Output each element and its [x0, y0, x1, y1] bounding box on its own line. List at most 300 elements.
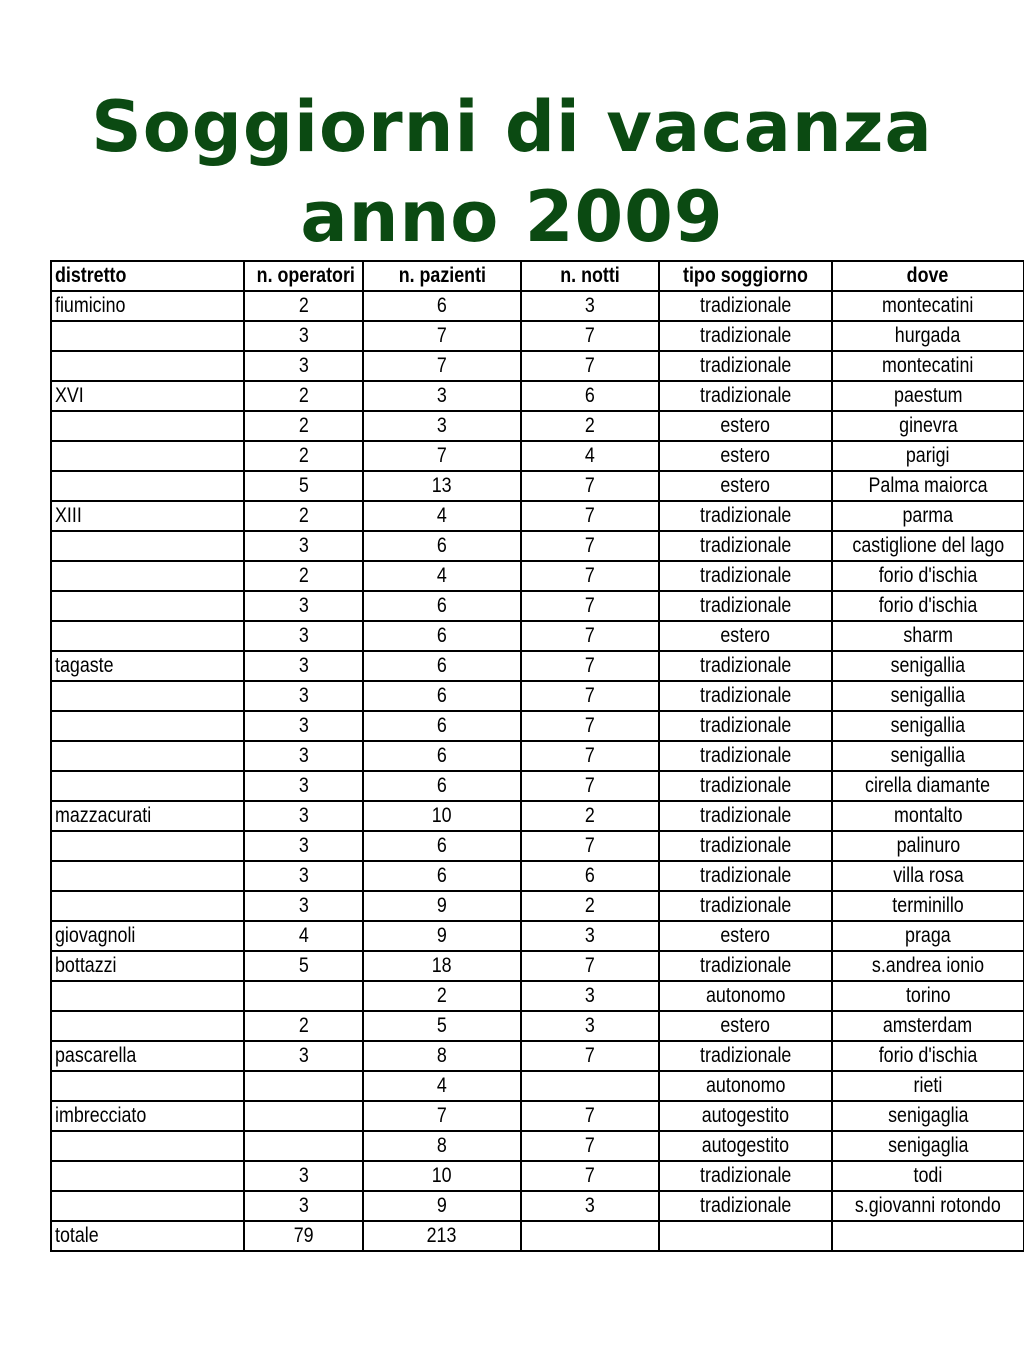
cell-pazienti-text: 6: [437, 294, 447, 317]
cell-tipo-soggiorno: [659, 411, 832, 441]
cell-pazienti: [363, 381, 521, 411]
cell-dove-text: castiglione del lago: [852, 534, 1004, 557]
cell-notti: [521, 471, 659, 501]
table-row: [51, 981, 1024, 1011]
cell-notti: [521, 1101, 659, 1131]
cell-tipo-soggiorno: [659, 801, 832, 831]
cell-distretto: [51, 1221, 244, 1251]
cell-tipo-soggiorno-text: estero: [720, 1014, 771, 1037]
cell-tipo-soggiorno: [659, 771, 832, 801]
cell-operatori-text: 5: [298, 474, 309, 497]
cell-notti: [521, 441, 659, 471]
cell-tipo-soggiorno: [659, 621, 832, 651]
cell-dove: [832, 771, 1024, 801]
table-row: [51, 921, 1024, 951]
cell-dove: [832, 951, 1024, 981]
cell-notti: [521, 891, 659, 921]
cell-notti-text: 7: [585, 354, 595, 377]
header-operatori-label: n. operatori: [256, 264, 355, 287]
cell-distretto: [51, 1131, 244, 1161]
cell-dove: [832, 501, 1024, 531]
cell-notti-text: 7: [585, 504, 595, 527]
cell-pazienti-text: 9: [437, 924, 447, 947]
cell-operatori-text: 2: [298, 504, 309, 527]
table-row: [51, 891, 1024, 921]
cell-dove: [832, 1161, 1024, 1191]
cell-operatori: [244, 501, 363, 531]
cell-notti-text: 7: [585, 654, 595, 677]
cell-distretto-text: giovagnoli: [55, 924, 136, 947]
cell-operatori: [244, 1011, 363, 1041]
cell-dove-text: forio d'ischia: [878, 564, 978, 587]
cell-pazienti-text: 3: [437, 414, 447, 437]
cell-operatori-text: 5: [298, 954, 309, 977]
cell-tipo-soggiorno-text: tradizionale: [699, 774, 792, 797]
cell-pazienti-text: 4: [437, 564, 447, 587]
cell-pazienti-text: 6: [437, 594, 447, 617]
cell-notti: [521, 321, 659, 351]
cell-pazienti: [363, 1131, 521, 1161]
cell-pazienti: [363, 981, 521, 1011]
cell-notti: [521, 861, 659, 891]
cell-tipo-soggiorno: [659, 981, 832, 1011]
cell-pazienti-text: 6: [437, 654, 447, 677]
cell-pazienti-text: 6: [437, 714, 447, 737]
cell-dove: [832, 471, 1024, 501]
table-row: [51, 621, 1024, 651]
cell-notti: [521, 1191, 659, 1221]
cell-dove-text: ginevra: [898, 414, 958, 437]
cell-distretto-text: bottazzi: [55, 954, 117, 977]
cell-pazienti-text: 6: [437, 774, 447, 797]
cell-operatori-text: 3: [298, 1164, 309, 1187]
cell-notti: [521, 1011, 659, 1041]
cell-dove: [832, 561, 1024, 591]
header-dove-label: dove: [907, 264, 949, 287]
cell-dove: [832, 381, 1024, 411]
cell-tipo-soggiorno: [659, 1131, 832, 1161]
cell-dove-text: senigallia: [890, 714, 966, 737]
cell-operatori: [244, 1191, 363, 1221]
cell-dove-text: villa rosa: [892, 864, 964, 887]
cell-operatori: [244, 591, 363, 621]
cell-tipo-soggiorno-text: tradizionale: [699, 714, 792, 737]
cell-pazienti-text: 10: [432, 1164, 452, 1187]
cell-tipo-soggiorno-text: tradizionale: [699, 834, 792, 857]
cell-notti: [521, 1041, 659, 1071]
cell-tipo-soggiorno-text: tradizionale: [699, 864, 792, 887]
cell-distretto: [51, 831, 244, 861]
cell-distretto: [51, 621, 244, 651]
cell-distretto: [51, 981, 244, 1011]
cell-notti: [521, 411, 659, 441]
cell-tipo-soggiorno-text: estero: [720, 924, 771, 947]
cell-pazienti: [363, 1041, 521, 1071]
cell-notti-text: 3: [585, 1194, 595, 1217]
cell-pazienti: [363, 351, 521, 381]
cell-dove: [832, 1011, 1024, 1041]
cell-operatori: [244, 1101, 363, 1131]
cell-distretto: [51, 501, 244, 531]
cell-distretto: [51, 891, 244, 921]
vacation-stays-table: [50, 260, 1024, 1252]
table-row: [51, 1191, 1024, 1221]
cell-dove: [832, 591, 1024, 621]
cell-operatori-text: 2: [298, 1014, 309, 1037]
cell-notti-text: 3: [585, 1014, 595, 1037]
cell-tipo-soggiorno: [659, 741, 832, 771]
cell-tipo-soggiorno: [659, 561, 832, 591]
cell-notti-text: 7: [585, 744, 595, 767]
cell-pazienti: [363, 801, 521, 831]
cell-distretto: [51, 951, 244, 981]
cell-notti-text: 7: [585, 594, 595, 617]
cell-notti-text: 3: [585, 984, 595, 1007]
cell-pazienti-text: 7: [437, 444, 447, 467]
cell-operatori: [244, 711, 363, 741]
cell-operatori: [244, 861, 363, 891]
cell-dove-text: senigaglia: [887, 1104, 969, 1127]
cell-distretto-text: pascarella: [55, 1044, 137, 1067]
cell-tipo-soggiorno: [659, 531, 832, 561]
cell-dove: [832, 921, 1024, 951]
cell-dove-text: torino: [905, 984, 951, 1007]
cell-pazienti: [363, 921, 521, 951]
cell-distretto: [51, 801, 244, 831]
page-title-line-1: Soggiorni di vacanza: [91, 86, 933, 168]
page-title-line-2: anno 2009: [300, 176, 724, 258]
cell-notti: [521, 711, 659, 741]
cell-distretto: [51, 291, 244, 321]
header-tipo-soggiorno: [659, 261, 832, 291]
cell-distretto-text: totale: [55, 1224, 99, 1247]
cell-notti: [521, 681, 659, 711]
cell-tipo-soggiorno-text: tradizionale: [699, 1164, 792, 1187]
cell-operatori-text: 3: [298, 804, 309, 827]
cell-operatori: [244, 351, 363, 381]
cell-notti-text: 2: [585, 414, 595, 437]
cell-tipo-soggiorno-text: tradizionale: [699, 294, 792, 317]
cell-notti-text: 3: [585, 924, 595, 947]
cell-dove: [832, 531, 1024, 561]
cell-pazienti: [363, 831, 521, 861]
cell-distretto: [51, 1161, 244, 1191]
cell-operatori: [244, 831, 363, 861]
cell-notti-text: 6: [585, 864, 595, 887]
cell-dove: [832, 1071, 1024, 1101]
cell-tipo-soggiorno: [659, 1191, 832, 1221]
cell-operatori-text: 2: [298, 294, 309, 317]
table-row: [51, 711, 1024, 741]
table-header-row: [51, 261, 1024, 291]
table-row: [51, 381, 1024, 411]
cell-operatori-text: 2: [298, 444, 309, 467]
cell-dove-text: palinuro: [896, 834, 960, 857]
cell-distretto: [51, 711, 244, 741]
cell-dove: [832, 291, 1024, 321]
cell-operatori-text: 4: [298, 924, 309, 947]
cell-operatori-text: 79: [293, 1224, 314, 1247]
cell-tipo-soggiorno: [659, 591, 832, 621]
cell-operatori: [244, 381, 363, 411]
cell-tipo-soggiorno: [659, 951, 832, 981]
cell-pazienti-text: 6: [437, 624, 447, 647]
cell-pazienti-text: 9: [437, 894, 447, 917]
header-pazienti-label: n. pazienti: [398, 264, 486, 287]
cell-dove: [832, 831, 1024, 861]
cell-dove-text: s.giovanni rotondo: [855, 1194, 1001, 1217]
cell-dove-text: cirella diamante: [865, 774, 991, 797]
cell-tipo-soggiorno-text: autonomo: [705, 1074, 786, 1097]
cell-dove-text: forio d'ischia: [878, 594, 978, 617]
cell-tipo-soggiorno-text: tradizionale: [699, 894, 792, 917]
cell-operatori: [244, 441, 363, 471]
table-row: [51, 861, 1024, 891]
cell-distretto: [51, 591, 244, 621]
cell-distretto-text: XVI: [55, 384, 84, 407]
cell-pazienti-text: 7: [437, 1104, 447, 1127]
cell-tipo-soggiorno: [659, 831, 832, 861]
cell-distretto: [51, 531, 244, 561]
cell-distretto: [51, 561, 244, 591]
cell-notti-text: 7: [585, 324, 595, 347]
table-total-row: [51, 1221, 1024, 1251]
cell-operatori: [244, 561, 363, 591]
cell-distretto: [51, 861, 244, 891]
cell-notti-text: 7: [585, 714, 595, 737]
cell-notti: [521, 291, 659, 321]
cell-tipo-soggiorno: [659, 891, 832, 921]
cell-notti: [521, 381, 659, 411]
cell-distretto: [51, 381, 244, 411]
cell-tipo-soggiorno: [659, 441, 832, 471]
header-pazienti: [363, 261, 521, 291]
cell-dove: [832, 711, 1024, 741]
cell-notti: [521, 981, 659, 1011]
cell-tipo-soggiorno-text: tradizionale: [699, 1044, 792, 1067]
cell-operatori: [244, 1221, 363, 1251]
cell-distretto: [51, 681, 244, 711]
cell-pazienti: [363, 651, 521, 681]
cell-dove-text: hurgada: [895, 324, 961, 347]
cell-notti: [521, 1221, 659, 1251]
cell-notti-text: 7: [585, 474, 595, 497]
cell-operatori: [244, 891, 363, 921]
cell-operatori-text: 2: [298, 384, 309, 407]
cell-notti: [521, 921, 659, 951]
cell-operatori-text: 2: [298, 414, 309, 437]
cell-pazienti-text: 7: [437, 354, 447, 377]
cell-notti: [521, 591, 659, 621]
cell-tipo-soggiorno: [659, 1071, 832, 1101]
cell-pazienti-text: 6: [437, 684, 447, 707]
cell-tipo-soggiorno-text: tradizionale: [699, 684, 792, 707]
table-row: [51, 741, 1024, 771]
cell-pazienti: [363, 531, 521, 561]
cell-operatori: [244, 1161, 363, 1191]
table-row: [51, 291, 1024, 321]
cell-operatori: [244, 741, 363, 771]
cell-dove: [832, 441, 1024, 471]
cell-tipo-soggiorno-text: estero: [720, 474, 771, 497]
cell-operatori: [244, 651, 363, 681]
cell-operatori-text: 3: [298, 774, 309, 797]
cell-dove-text: amsterdam: [883, 1014, 973, 1037]
cell-distretto: [51, 741, 244, 771]
cell-dove-text: sharm: [903, 624, 953, 647]
cell-operatori: [244, 1071, 363, 1101]
cell-tipo-soggiorno: [659, 1041, 832, 1071]
cell-notti-text: 7: [585, 534, 595, 557]
table-row: [51, 501, 1024, 531]
cell-pazienti-text: 3: [437, 384, 447, 407]
table-row: [51, 1011, 1024, 1041]
table-body: [51, 291, 1024, 1251]
cell-dove: [832, 681, 1024, 711]
cell-pazienti: [363, 861, 521, 891]
header-distretto: [51, 261, 244, 291]
header-dove: [832, 261, 1024, 291]
cell-distretto: [51, 321, 244, 351]
cell-dove: [832, 1191, 1024, 1221]
cell-tipo-soggiorno: [659, 1011, 832, 1041]
cell-dove: [832, 411, 1024, 441]
cell-tipo-soggiorno-text: tradizionale: [699, 564, 792, 587]
table-row: [51, 441, 1024, 471]
cell-operatori-text: 3: [298, 654, 309, 677]
cell-tipo-soggiorno-text: tradizionale: [699, 324, 792, 347]
cell-operatori-text: 3: [298, 834, 309, 857]
cell-operatori: [244, 801, 363, 831]
cell-notti: [521, 621, 659, 651]
cell-dove: [832, 351, 1024, 381]
cell-notti: [521, 951, 659, 981]
cell-tipo-soggiorno: [659, 291, 832, 321]
cell-notti: [521, 351, 659, 381]
cell-operatori: [244, 771, 363, 801]
cell-dove: [832, 621, 1024, 651]
table-row: [51, 411, 1024, 441]
cell-operatori-text: 3: [298, 324, 309, 347]
page-title: [0, 82, 1024, 262]
table-row: [51, 681, 1024, 711]
cell-notti: [521, 501, 659, 531]
cell-pazienti: [363, 951, 521, 981]
table-row: [51, 771, 1024, 801]
cell-notti-text: 7: [585, 564, 595, 587]
cell-notti-text: 7: [585, 1164, 595, 1187]
cell-tipo-soggiorno-text: estero: [720, 414, 771, 437]
cell-operatori-text: 3: [298, 714, 309, 737]
cell-pazienti: [363, 441, 521, 471]
cell-dove: [832, 801, 1024, 831]
cell-dove: [832, 1131, 1024, 1161]
table-row: [51, 1041, 1024, 1071]
cell-tipo-soggiorno: [659, 681, 832, 711]
cell-distretto: [51, 441, 244, 471]
cell-tipo-soggiorno: [659, 471, 832, 501]
cell-dove-text: montecatini: [882, 294, 974, 317]
cell-distretto: [51, 651, 244, 681]
cell-dove-text: senigallia: [890, 684, 966, 707]
cell-dove-text: parigi: [906, 444, 950, 467]
cell-operatori-text: 3: [298, 1044, 309, 1067]
table-row: [51, 1161, 1024, 1191]
cell-dove: [832, 1041, 1024, 1071]
cell-notti: [521, 1131, 659, 1161]
table-row: [51, 1131, 1024, 1161]
cell-notti-text: 7: [585, 624, 595, 647]
cell-tipo-soggiorno: [659, 921, 832, 951]
cell-pazienti-text: 4: [437, 1074, 447, 1097]
table-row: [51, 471, 1024, 501]
cell-notti: [521, 561, 659, 591]
cell-pazienti: [363, 321, 521, 351]
table-row: [51, 1101, 1024, 1131]
cell-pazienti-text: 9: [437, 1194, 447, 1217]
cell-tipo-soggiorno-text: tradizionale: [699, 384, 792, 407]
cell-operatori-text: 3: [298, 624, 309, 647]
cell-dove-text: Palma maiorca: [868, 474, 988, 497]
cell-operatori-text: 3: [298, 534, 309, 557]
table-row: [51, 651, 1024, 681]
cell-tipo-soggiorno: [659, 1101, 832, 1131]
cell-pazienti: [363, 1161, 521, 1191]
cell-dove: [832, 651, 1024, 681]
cell-pazienti: [363, 681, 521, 711]
cell-notti-text: 7: [585, 1134, 595, 1157]
cell-distretto: [51, 1191, 244, 1221]
table-row: [51, 801, 1024, 831]
cell-dove-text: s.andrea ionio: [871, 954, 985, 977]
cell-distretto: [51, 1041, 244, 1071]
table-row: [51, 951, 1024, 981]
cell-pazienti-text: 6: [437, 744, 447, 767]
cell-pazienti-text: 2: [437, 984, 447, 1007]
cell-tipo-soggiorno-text: tradizionale: [699, 504, 792, 527]
cell-operatori: [244, 981, 363, 1011]
header-operatori: [244, 261, 363, 291]
cell-operatori: [244, 1131, 363, 1161]
cell-dove-text: senigallia: [890, 744, 966, 767]
cell-notti-text: 2: [585, 804, 595, 827]
cell-distretto: [51, 1071, 244, 1101]
cell-pazienti-text: 6: [437, 534, 447, 557]
cell-notti: [521, 1071, 659, 1101]
cell-notti-text: 7: [585, 774, 595, 797]
cell-distretto: [51, 921, 244, 951]
cell-dove-text: forio d'ischia: [878, 1044, 978, 1067]
table-row: [51, 321, 1024, 351]
cell-dove-text: montalto: [893, 804, 963, 827]
cell-tipo-soggiorno: [659, 1161, 832, 1191]
cell-pazienti: [363, 1101, 521, 1131]
cell-notti: [521, 741, 659, 771]
cell-pazienti: [363, 291, 521, 321]
cell-pazienti-text: 8: [437, 1044, 447, 1067]
cell-dove: [832, 1101, 1024, 1131]
cell-pazienti-text: 6: [437, 864, 447, 887]
cell-pazienti-text: 5: [437, 1014, 447, 1037]
header-notti: [521, 261, 659, 291]
cell-operatori-text: 3: [298, 1194, 309, 1217]
cell-pazienti: [363, 771, 521, 801]
cell-dove: [832, 1221, 1024, 1251]
cell-pazienti: [363, 561, 521, 591]
cell-tipo-soggiorno-text: tradizionale: [699, 534, 792, 557]
cell-notti: [521, 801, 659, 831]
cell-operatori: [244, 921, 363, 951]
